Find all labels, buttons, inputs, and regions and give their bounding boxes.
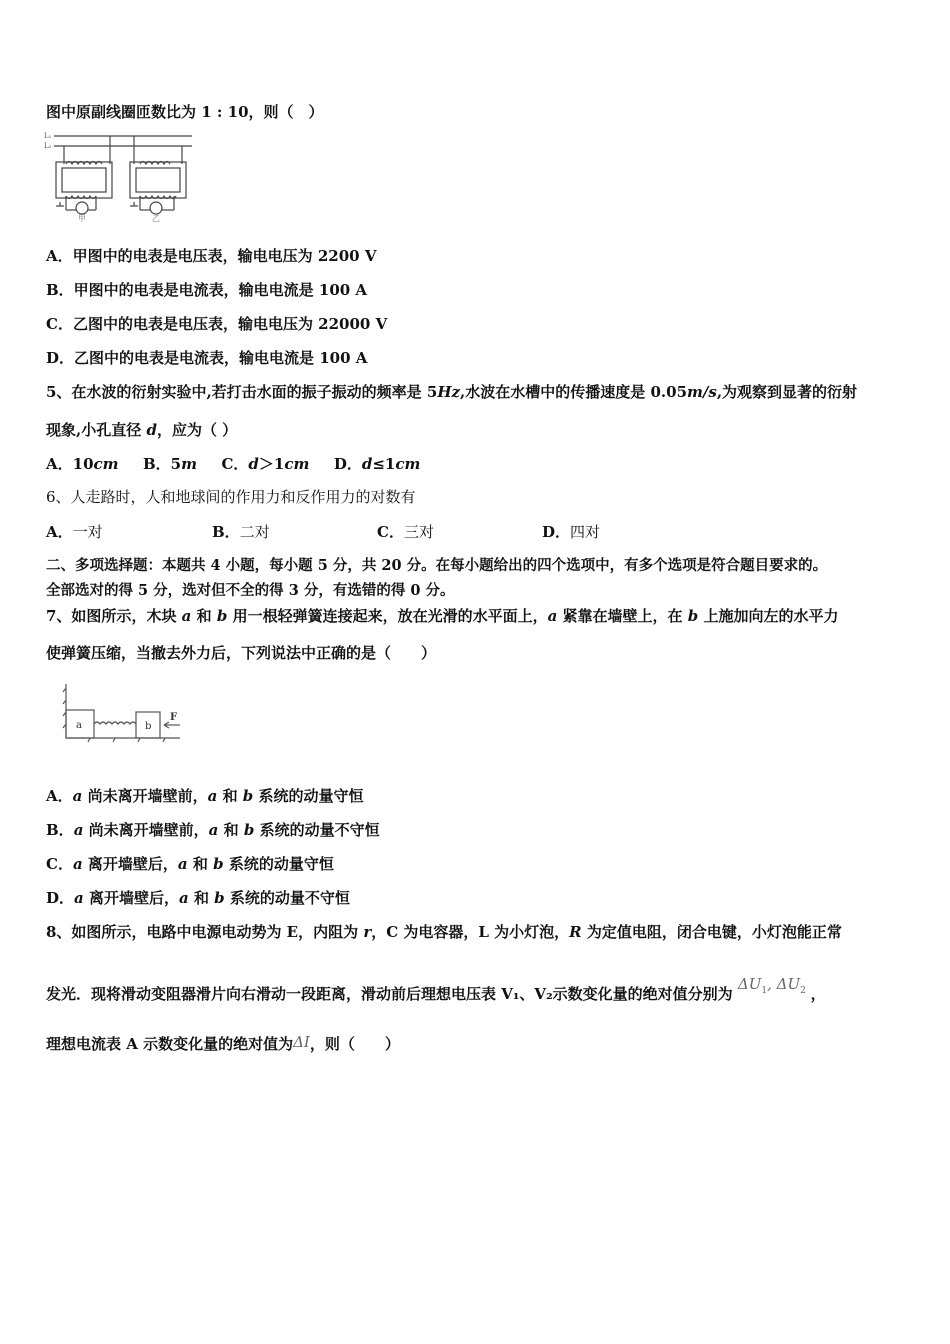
delta-u-expression: $\Delta U_1$, $\Delta U_2$	[737, 975, 806, 996]
q7-option-c: C．a 离开墙壁后，a 和 b 系统的动量守恒	[46, 855, 334, 873]
q5-stem-line1: 5、在水波的衍射实验中,若打击水面的振子振动的频率是 5Hz,水波在水槽中的传播速度是 0.05m/s,为观察到显著的衍射	[46, 383, 858, 401]
q4-option-b: B．甲图中的电表是电流表，输电电流是 100 A	[46, 281, 368, 299]
section2-line1: 二、多项选择题：本题共 4 小题，每小题 5 分，共 20 分。在每小题给出的四个选项中，有多个选项是符合题目要求的。	[46, 557, 828, 574]
q7-option-a: A．a 尚未离开墙壁前，a 和 b 系统的动量守恒	[46, 787, 364, 805]
q7-option-d: D．a 离开墙壁后，a 和 b 系统的动量不守恒	[46, 889, 350, 907]
force-f-label: F	[170, 712, 178, 723]
q6-option-c: C．三对	[377, 523, 434, 541]
spring-blocks-figure	[60, 682, 190, 744]
q6-stem: 6、人走路时，人和地球间的作用力和反作用力的对数有	[46, 488, 416, 506]
section2-line2: 全部选对的得 5 分，选对但不全的得 3 分，有选错的得 0 分。	[46, 582, 455, 599]
q5-option-d: D．d≤1cm	[333, 455, 421, 473]
delta-i-expression: ΔI	[293, 1033, 310, 1051]
label-l2: L₂	[44, 142, 52, 150]
q6-option-d: D．四对	[542, 523, 601, 541]
label-jia: 甲	[78, 214, 86, 222]
label-l1: L₁	[44, 132, 52, 140]
q4-option-d: D．乙图中的电表是电流表，输电电流是 100 A	[46, 349, 368, 367]
q8-stem-line1: 8、如图所示，电路中电源电动势为 E，内阻为 r，C 为电容器，L 为小灯泡，R 为定值电阻，闭合电键，小灯泡能正常	[46, 923, 842, 941]
transformer-figure	[44, 130, 194, 222]
q6-option-b: B．二对	[212, 523, 270, 541]
q6-option-a: A．一对	[46, 523, 103, 541]
q5-option-c: C．d＞1cm	[221, 455, 310, 473]
q5-option-b: B．5m	[143, 455, 197, 473]
q7-stem-line2: 使弹簧压缩，当撤去外力后，下列说法中正确的是（ ）	[46, 644, 437, 662]
q8-stem-line3: 理想电流表 A 示数变化量的绝对值为ΔI，则（ ）	[46, 1033, 400, 1053]
q4-stem: 图中原副线圈匝数比为 1 : 10，则（ ）	[46, 103, 324, 121]
label-yi: 乙	[152, 214, 160, 222]
q8-stem-line2: 发光．现将滑动变阻器滑片向右滑动一段距离，滑动前后理想电压表 V₁、V₂示数变化量的绝对值分别为 $\Delta U_1$, $\Delta U_2$ ，	[46, 975, 826, 1003]
q4-option-a: A．甲图中的电表是电压表，输电电压为 2200 V	[46, 247, 377, 265]
q7-option-b: B．a 尚未离开墙壁前，a 和 b 系统的动量不守恒	[46, 821, 380, 839]
q5-options	[46, 454, 420, 474]
q7-stem-line1: 7、如图所示，木块 a 和 b 用一根轻弹簧连接起来，放在光滑的水平面上，a 紧靠在墙壁上，在 b 上施加向左的水平力	[46, 607, 839, 625]
q4-option-c: C．乙图中的电表是电压表，输电电压为 22000 V	[46, 315, 388, 333]
block-a-label: a	[76, 720, 82, 731]
q5-stem-line2: 现象,小孔直径 d，应为（ ）	[46, 421, 238, 439]
block-b-label: b	[145, 721, 152, 732]
q5-option-a: A．10cm	[46, 455, 119, 473]
